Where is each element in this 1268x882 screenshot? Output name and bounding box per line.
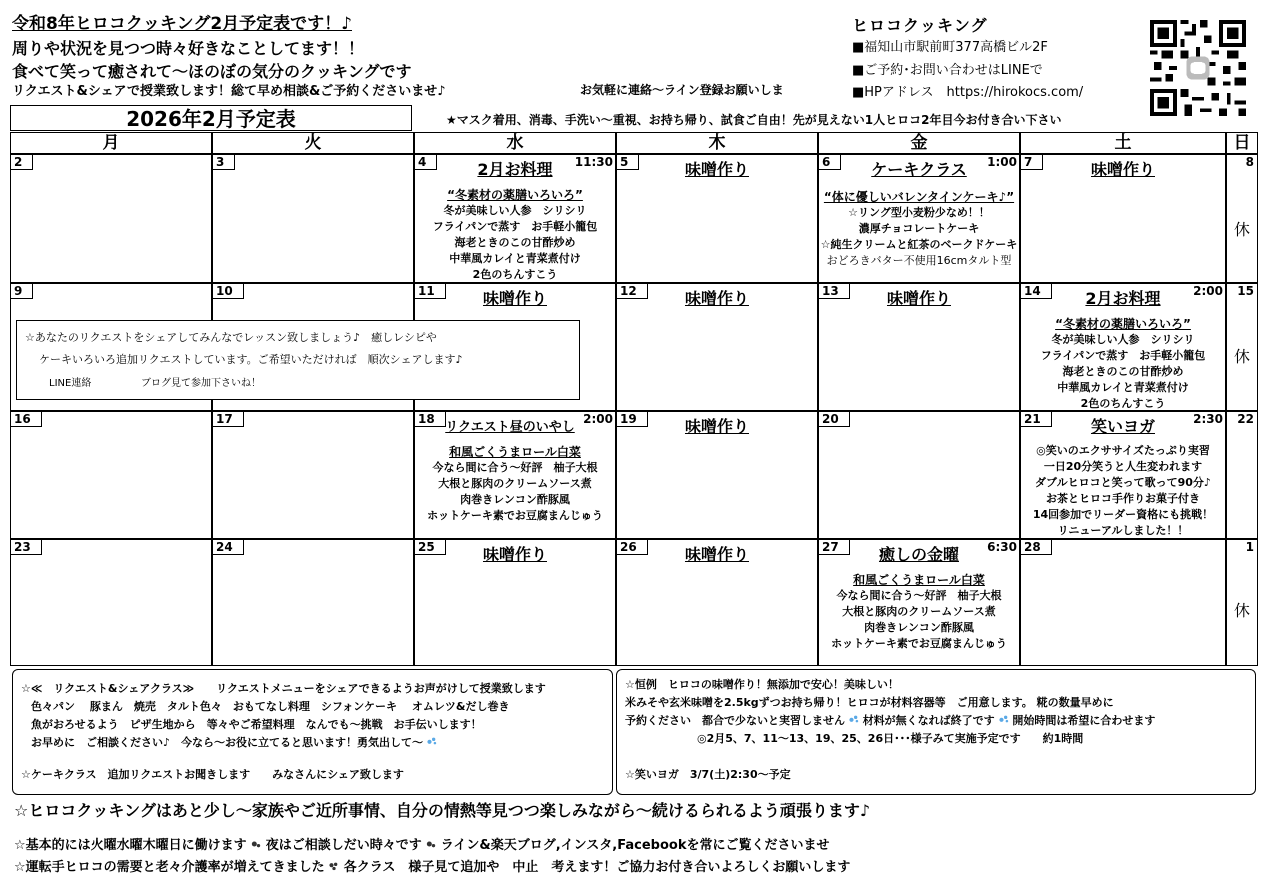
day-cell[interactable] <box>818 154 1020 283</box>
event-line: ホットケーキ素でお豆腐まんじゅう <box>427 509 603 522</box>
request-line: ☆あなたのリクエストをシェアしてみんなでレッスン致しましょう♪ 癒しレシピや <box>25 331 437 344</box>
box-line: ☆≪ リクエスト&シェアクラス≫ リクエストメニューをシェアできるようお声がけして授業致します <box>21 682 546 695</box>
request-share-box <box>16 320 580 400</box>
event-line: 濃厚チョコレートケーキ <box>858 222 980 235</box>
day-number: 5 <box>617 155 639 170</box>
event-title: 味噌作り <box>1090 160 1155 179</box>
request-class-box <box>12 669 613 795</box>
box-line-text: お早めに ご相談ください♪ 今なら～お役に立てると思います！勇気出して～ <box>31 736 424 749</box>
drops-icon <box>251 839 261 849</box>
day-number: 25 <box>415 540 446 555</box>
day-number: 11 <box>415 284 446 299</box>
day-cell[interactable] <box>212 539 414 666</box>
weekday-sun: 日 <box>1226 132 1258 154</box>
day-number: 28 <box>1021 540 1052 555</box>
day-cell[interactable] <box>10 411 212 539</box>
day-number: 27 <box>819 540 850 555</box>
day-number: 18 <box>415 412 446 427</box>
event-line: “体に優しいバレンタインケーキ♪” <box>823 190 1015 204</box>
event-title: 2月お料理 <box>477 160 553 179</box>
box-line: 色々パン 豚まん 焼売 タルト色々 おもてなし料理 シフォンケーキ オムレツ&だし巻き <box>31 700 510 713</box>
event-time: 11:30 <box>574 155 613 169</box>
day-number: 20 <box>819 412 850 427</box>
miso-info-box <box>616 669 1256 795</box>
event-line: フライパンで蒸す お手軽小籠包 <box>432 220 598 233</box>
day-cell[interactable] <box>414 154 616 283</box>
miso-line <box>625 712 1155 728</box>
event-line: 海老ときのこの甘酢炒め <box>454 236 576 249</box>
miso-line: 米みそや玄米味噌を2.5kgずつお持ち帰り！ヒロコが材料容器等 ご用意します。 糀の数量早めに <box>625 696 1114 709</box>
event-line: ☆リング型小麦粉少なめ！！ <box>848 206 990 219</box>
event-details <box>1021 316 1225 412</box>
day-cell[interactable] <box>818 411 1020 539</box>
day-number: 2 <box>11 155 33 170</box>
day-number: 10 <box>213 284 244 299</box>
day-cell[interactable] <box>1226 154 1258 283</box>
closed-label: 休 <box>1233 347 1250 366</box>
day-cell[interactable] <box>616 154 818 283</box>
drops-icon <box>426 839 436 849</box>
event-line: お茶とヒロコ手作りお菓子付き <box>1046 492 1200 505</box>
event-details <box>415 444 615 524</box>
event-title: 味噌作り <box>684 417 749 436</box>
day-cell[interactable] <box>1020 283 1226 411</box>
intro-line-3: リクエスト&シェアで授業致します！総て早め相談&ご予約くださいませ♪ <box>12 84 446 99</box>
event-title: 味噌作り <box>684 289 749 308</box>
day-cell[interactable] <box>1226 539 1258 666</box>
day-cell[interactable] <box>10 154 212 283</box>
day-cell[interactable] <box>818 539 1020 666</box>
hp-address[interactable]: ■HPアドレス https://hirokocs.com/ <box>852 85 1084 100</box>
footer-line-3 <box>14 856 850 875</box>
box-line <box>31 734 437 750</box>
day-number: 26 <box>617 540 648 555</box>
request-line: ケーキいろいろ追加リクエストしています。ご希望いただければ 順次シェアします♪ <box>39 353 463 366</box>
event-time: 1:00 <box>987 155 1017 169</box>
drops-icon <box>329 861 339 871</box>
event-title: 味噌作り <box>684 545 749 564</box>
day-number: 24 <box>213 540 244 555</box>
event-title: 味噌作り <box>482 289 547 308</box>
weekday-mon: 月 <box>10 132 212 154</box>
qr-code-icon[interactable] <box>1150 20 1246 116</box>
footer-text: ライン&楽天ブログ,インスタ,Facebookを常にご覧くださいませ <box>440 838 830 853</box>
footer-text: 各クラス 様子見て追加や 中止 考えます！ご協力お付き合いよろしくお願いします <box>343 860 851 875</box>
day-cell[interactable] <box>616 283 818 411</box>
day-cell[interactable] <box>414 411 616 539</box>
day-number: 17 <box>213 412 244 427</box>
event-title: 2月お料理 <box>1085 289 1161 308</box>
event-details <box>819 572 1019 652</box>
event-line: ダブルヒロコと笑って歌って90分♪ <box>1035 476 1211 489</box>
footer-text: 夜はご相談しだい時々です <box>265 838 422 853</box>
day-number: 13 <box>819 284 850 299</box>
day-number: 6 <box>819 155 841 170</box>
address: ■福知山市駅前町377高橋ビル2F <box>852 40 1048 55</box>
event-time: 6:30 <box>987 540 1017 554</box>
miso-line-text: 予約ください 都合で少ないと実習しません <box>625 714 845 727</box>
blog-label: ブログ見て参加下さいね！ <box>141 378 261 389</box>
event-line: 冬が美味しい人参 シリシリ <box>443 204 587 217</box>
day-cell[interactable] <box>1226 283 1258 411</box>
day-number: 23 <box>11 540 42 555</box>
day-cell[interactable] <box>1020 154 1226 283</box>
weekday-thu: 木 <box>616 132 818 154</box>
weekday-wed: 水 <box>414 132 616 154</box>
day-cell[interactable] <box>616 411 818 539</box>
water-drops-icon <box>427 736 437 746</box>
event-line: 大根と豚肉のクリームソース煮 <box>842 605 996 618</box>
day-cell[interactable] <box>10 539 212 666</box>
event-line: 今なら間に合う～好評 柚子大根 <box>836 589 1002 602</box>
event-line: 14回参加でリーダー資格にも挑戦！ <box>1032 508 1214 521</box>
event-line: 中華風カレイと青菜煮付け <box>449 252 581 265</box>
closed-label: 休 <box>1233 601 1250 620</box>
day-number: 9 <box>11 284 33 299</box>
footer-headline: ☆ヒロコクッキングはあと少し～家族やご近所事情、自分の情熱等見つつ楽しみながら～続けるられるよう頑張ります♪ <box>14 801 871 820</box>
day-number: 21 <box>1021 412 1052 427</box>
event-line: おどろきバター不使用16cmタルト型 <box>826 254 1012 267</box>
event-line: ◎笑いのエクササイズたっぷり実習 <box>1036 444 1210 457</box>
event-title: 味噌作り <box>482 545 547 564</box>
event-line: “冬素材の薬膳いろいろ” <box>1055 317 1191 331</box>
day-cell[interactable] <box>212 411 414 539</box>
footer-text: ☆基本的には火曜水曜木曜日に働けます <box>14 838 247 853</box>
day-number: 8 <box>1245 155 1254 169</box>
weekday-fri: 金 <box>818 132 1020 154</box>
day-cell[interactable] <box>212 154 414 283</box>
footer-line-2 <box>14 834 829 853</box>
closed-label: 休 <box>1233 220 1250 239</box>
event-line: 一日20分笑うと人生変われます <box>1043 460 1203 473</box>
contact-line: ■ご予約･お問い合わせはLINEで <box>852 63 1043 78</box>
intro-line-2: 食べて笑って癒されて～ほのぼの気分のクッキングです <box>12 62 412 81</box>
miso-line-text: 開始時間は希望に合わせます <box>1012 714 1156 727</box>
weekday-sat: 土 <box>1020 132 1226 154</box>
event-line: 中華風カレイと青菜煮付け <box>1057 381 1189 394</box>
water-drops-icon <box>849 714 859 724</box>
event-line: “冬素材の薬膳いろいろ” <box>447 188 583 202</box>
day-number: 14 <box>1021 284 1052 299</box>
day-cell[interactable] <box>414 539 616 666</box>
event-line: 冬が美味しい人参 シリシリ <box>1051 333 1195 346</box>
event-time: 2:30 <box>1193 412 1223 426</box>
event-line: 肉巻きレンコン酢豚風 <box>460 493 570 506</box>
event-details <box>415 187 615 283</box>
event-line: 大根と豚肉のクリームソース煮 <box>438 477 592 490</box>
event-line: 和風ごくうまロール白菜 <box>853 573 985 587</box>
event-line: 2色のちんすこう <box>472 268 558 281</box>
miso-schedule: ◎2月5、7、11～13、19、25、26日･･･様子みて実施予定です 約1時間 <box>697 732 1084 745</box>
event-line: 2色のちんすこう <box>1080 397 1166 410</box>
event-title: 癒しの金曜 <box>878 545 959 564</box>
event-line: ホットケーキ素でお豆腐まんじゅう <box>831 637 1007 650</box>
event-line: 肉巻きレンコン酢豚風 <box>864 621 974 634</box>
event-details <box>1021 443 1225 539</box>
event-details <box>819 189 1019 269</box>
footer-text: ☆運転手ヒロコの需要と老々介護率が増えてきました <box>14 860 325 875</box>
day-cell[interactable] <box>1020 539 1226 666</box>
intro-line-1: 周りや状況を見つつ時々好きなことしてます！！ <box>12 39 365 58</box>
event-line: 和風ごくうまロール白菜 <box>449 445 581 459</box>
event-title: 笑いヨガ <box>1090 417 1155 436</box>
event-title: 味噌作り <box>684 160 749 179</box>
event-title: ケーキクラス <box>871 160 967 179</box>
day-cell[interactable] <box>1226 411 1258 539</box>
day-cell[interactable] <box>1020 411 1226 539</box>
event-line: フライパンで蒸す お手軽小籠包 <box>1040 349 1206 362</box>
cake-class-line: ☆ケーキクラス 追加リクエストお聞きします みなさんにシェア致します <box>21 768 404 781</box>
day-cell[interactable] <box>818 283 1020 411</box>
day-number: 19 <box>617 412 648 427</box>
notice-line: ★マスク着用、消毒、手洗い～重視、お持ち帰り、試食ご自由！先が見えない1人ヒロコ2年目今お付き合い下さい <box>446 113 1062 127</box>
event-line: リニューアルしました！！ <box>1057 524 1189 537</box>
brand-name: ヒロコクッキング <box>852 16 988 35</box>
event-title: 味噌作り <box>886 289 951 308</box>
day-number: 22 <box>1237 412 1254 426</box>
miso-headline: ☆恒例 ヒロコの味噌作り！無添加で安心！美味しい！ <box>625 678 899 691</box>
event-line: 海老ときのこの甘酢炒め <box>1062 365 1184 378</box>
day-number: 16 <box>11 412 42 427</box>
event-line: 今なら間に合う～好評 柚子大根 <box>432 461 598 474</box>
laugh-yoga-line: ☆笑いヨガ 3/7(土)2:30～予定 <box>625 768 791 781</box>
miso-line-text: 材料が無くなれば終了です <box>862 714 995 727</box>
day-number: 7 <box>1021 155 1043 170</box>
intro-line-3b: お気軽に連絡～ライン登録お願いしま <box>580 83 784 97</box>
event-title: リクエスト昼のいやし <box>445 420 575 435</box>
day-number: 4 <box>415 155 437 170</box>
day-number: 15 <box>1237 284 1254 298</box>
day-number: 3 <box>213 155 235 170</box>
day-cell[interactable] <box>616 539 818 666</box>
box-line: 魚がおろせるよう ピザ生地から 等々やご希望料理 なんでも～挑戦 お手伝いします！ <box>31 718 482 731</box>
event-line: ☆純生クリームと紅茶のベークドケーキ <box>820 238 1018 251</box>
day-number: 12 <box>617 284 648 299</box>
calendar-title: 2026年2月予定表 <box>10 105 412 131</box>
event-time: 2:00 <box>1193 284 1223 298</box>
event-time: 2:00 <box>583 412 613 426</box>
weekday-tue: 火 <box>212 132 414 154</box>
line-contact-label: LINE連絡 <box>49 378 92 389</box>
day-number: 1 <box>1245 540 1254 554</box>
water-drops-icon <box>999 714 1009 724</box>
page-title: 令和8年ヒロコクッキング2月予定表です！♪ <box>12 14 352 34</box>
